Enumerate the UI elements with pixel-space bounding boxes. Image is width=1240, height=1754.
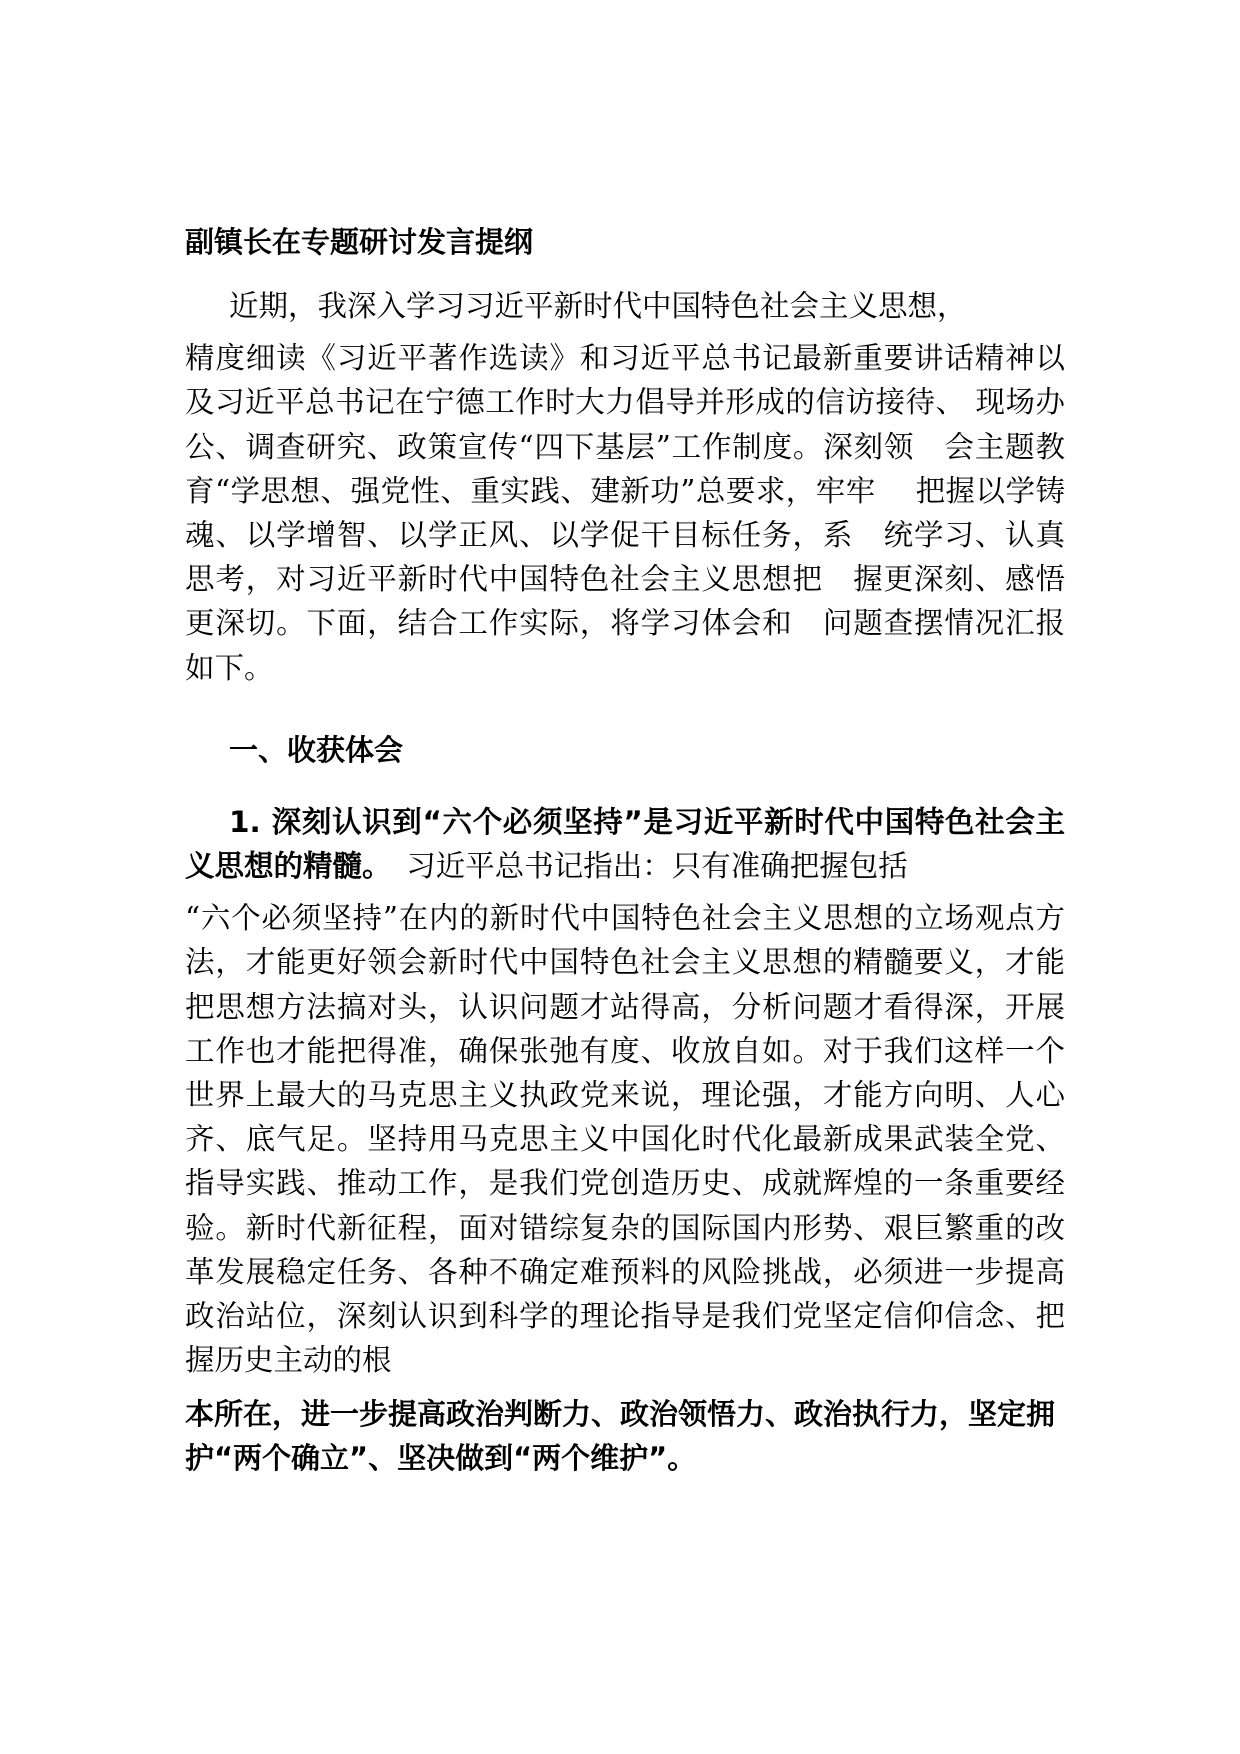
intro-body: 精度细读《习近平著作选读》和习近平总书记最新重要讲话精神以及习近平总书记在宁德工作时大力倡导并形成的信访接待、 现场办公、调查研究、政策宣传“四下基层”工作制度。深刻领 会主题教育“学思想、强党性、重实践、建新功”总要求，牢牢 把握以学铸魂、以学增智、以学正风、以学促干目标任务，系 统学习、认真思考，对习近平新时代中国特色社会主义思想把 握更深刻、感悟更深切。下面，结合工作实际，将学习体会和 问题查摆情况汇报如下。 [185, 341, 1065, 685]
intro-first-line: 近期，我深入学习习近平新时代中国特色社会主义思想， [229, 289, 967, 323]
intro-paragraph [185, 284, 1065, 690]
document-page [185, 220, 1065, 1480]
section-heading-harvest: 一、收获体会 [229, 732, 404, 767]
point-1-lead: 1. 深刻认识到“六个必须坚持”是习近平新时代中国特色社会主义思想的精髓。 [185, 804, 1065, 884]
point-1-body: “六个必须坚持”在内的新时代中国特色社会主义思想的立场观点方法，才能更好领会新时代中国特色社会主义思想的精髓要义，才能把思想方法搞对头，认识问题才站得高，分析问题才看得深，开展工作也才能把得准，确保张弛有度、收放自如。对于我们这样一个世界上最大的马克思主义执政党来说，理论强，才能方向明、人心齐、底气足。坚持用马克思主义中国化时代化最新成果武装全党、指导实践、推动工作，是我们党创造历史、成就辉煌的一条重要经验。新时代新征程，面对错综复杂的国际国内形势、艰巨繁重的改革发展稳定任务、各种不确定难预料的风险挑战，必须进一步提高政治站位，深刻认识到科学的理论指导是我们党坚定信仰信念、把握历史主动的根 [185, 901, 1065, 1378]
point-1-lead-line [185, 800, 1065, 888]
point-1-paragraph [185, 800, 1065, 1383]
document-title: 副镇长在专题研讨发言提纲 [185, 225, 534, 259]
point-1-closing: 本所在，进一步提高政治判断力、政治领悟力、政治执行力，坚定拥护“两个确立”、坚决做到“两个维护”。 [185, 1397, 1056, 1476]
point-1-lead-tail: 习近平总书记指出：只有准确把握包括 [376, 849, 908, 884]
